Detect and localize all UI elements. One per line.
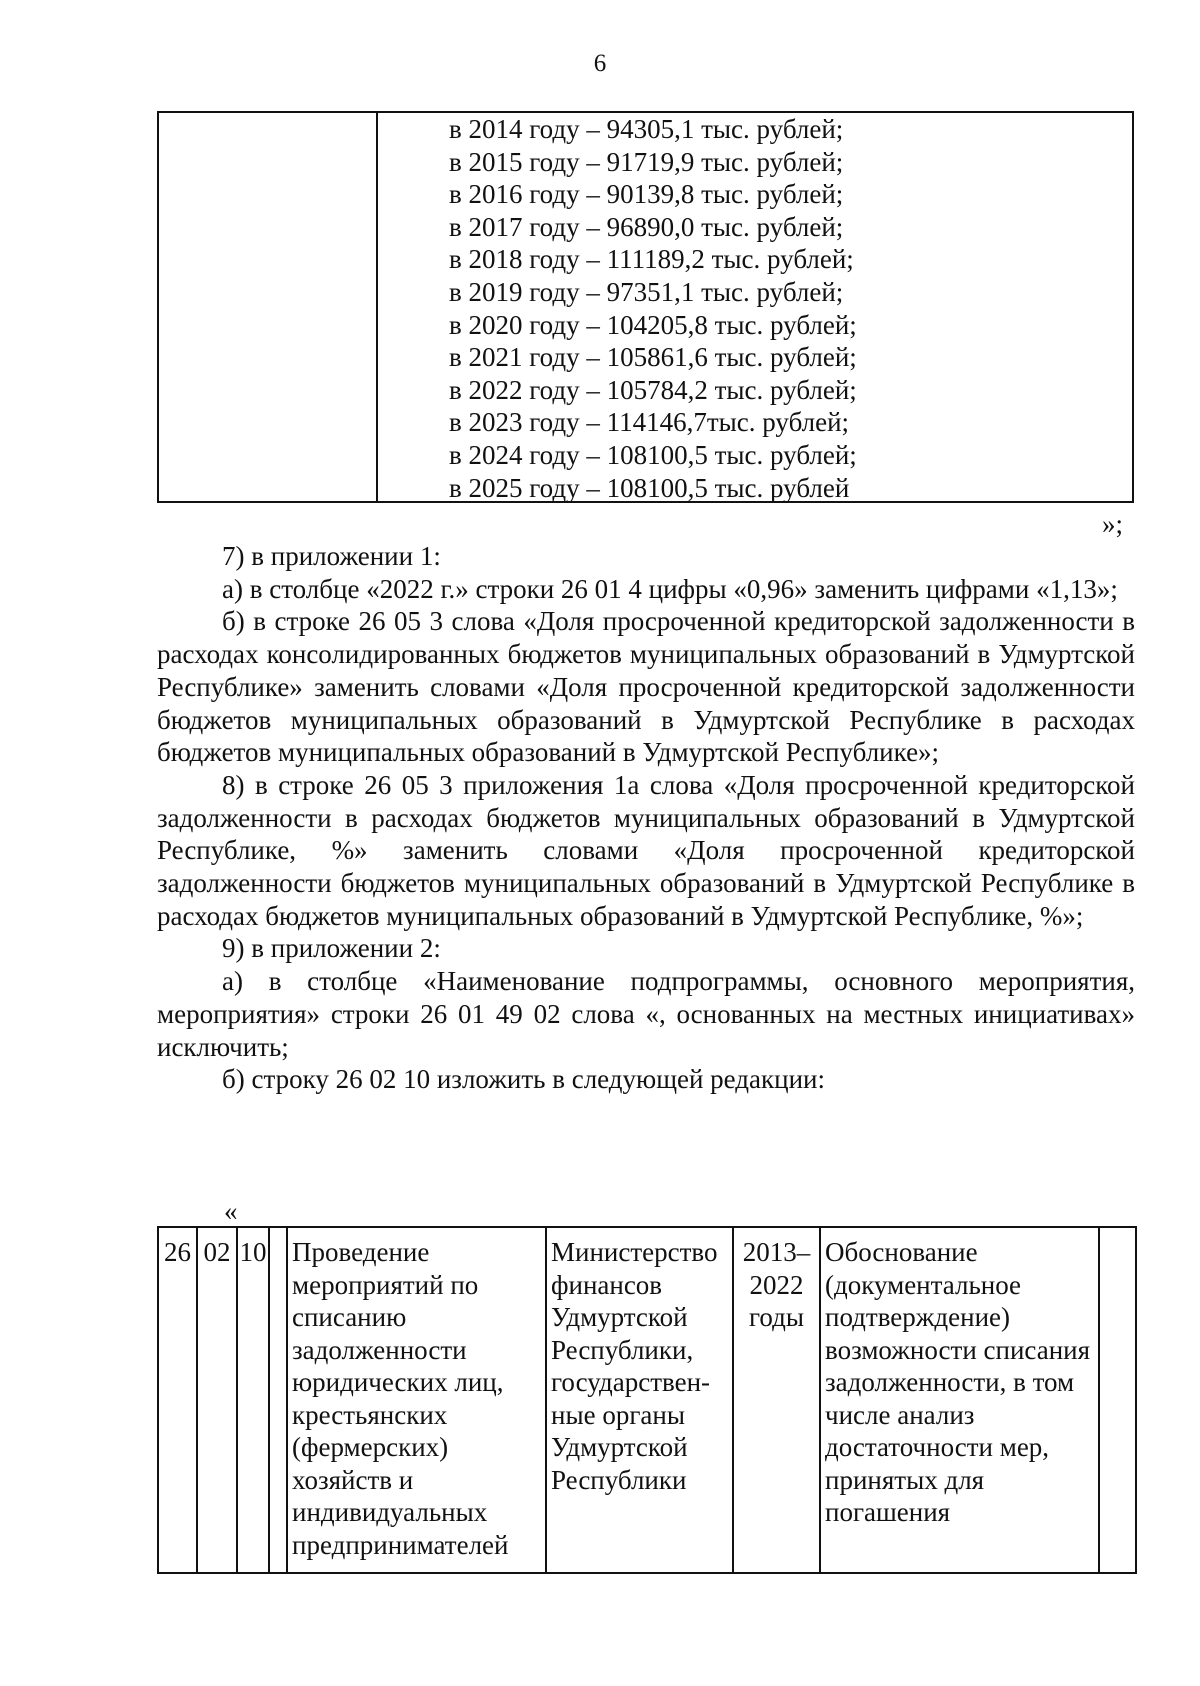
paragraph-item-7: 7) в приложении 1: [222, 541, 441, 571]
funding-table [157, 111, 1134, 503]
funding-line-2019: в 2019 году – 97351,1 тыс. рублей; [449, 276, 844, 307]
funding-line-2015: в 2015 году – 91719,9 тыс. рублей; [449, 146, 844, 177]
funding-line-2016: в 2016 году – 90139,8 тыс. рублей; [449, 179, 844, 210]
funding-line-2021: в 2021 году – 105861,6 тыс. рублей; [449, 342, 857, 373]
paragraph-item-7b: б) в строке 26 05 3 слова «Доля просроченной кредиторской задолженности в расходах консолидированных бюджетов муниципальных образований в Удмуртской Республике» заменить словами «Доля просроченной кредиторской задолженности бюджетов муниципальных образований в Удмуртской Республике в расходах бюджетов муниципальных образований в Удмуртской Республике»; [157, 606, 1135, 768]
funding-line-2025: в 2025 году – 108100,5 тыс. рублей [449, 472, 850, 503]
funding-line-2023: в 2023 году – 114146,7тыс. рублей; [449, 407, 850, 438]
page-number: 6 [593, 50, 607, 77]
activity-name-cell: Проведение мероприятий по списанию задолженности юридических лиц, крестьянских (фермерских) хозяйств и индивидуальных предпринимателей [287, 1227, 546, 1573]
funding-line-2020: в 2020 году – 104205,8 тыс. рублей; [449, 309, 857, 340]
paragraph-item-9b: б) строку 26 02 10 изложить в следующей редакции: [222, 1064, 825, 1095]
closing-quote: »; [1102, 509, 1124, 539]
paragraph-item-7a: а) в столбце «2022 г.» строки 26 01 4 цифры «0,96» заменить цифрами «1,13»; [222, 573, 1118, 604]
paragraph-item-9a: а) в столбце «Наименование подпрограммы, основного мероприятия, мероприятия» строки 26 01 49 02 слова «, основанных на местных инициативах» исключить; [157, 966, 1135, 1062]
funding-list [449, 113, 857, 504]
funding-line-2014: в 2014 году – 94305,1 тыс. рублей; [449, 114, 844, 144]
table-divider [376, 113, 378, 501]
code-cell-1: 26 [158, 1227, 197, 1573]
period-cell: 2013–2022 годы [733, 1227, 820, 1573]
table-row [158, 1227, 1136, 1573]
funding-line-2022: в 2022 году – 105784,2 тыс. рублей; [449, 374, 857, 405]
amendment-text [157, 540, 1135, 1096]
result-cell: Обоснование (документальное подтверждение) возможности списания задолженности, в том числе анализ достаточности мер, принятых для погашения [820, 1227, 1099, 1573]
funding-line-2017: в 2017 году – 96890,0 тыс. рублей; [449, 211, 844, 242]
paragraph-item-8: 8) в строке 26 05 3 приложения 1а слова «Доля просроченной кредиторской задолженности в расходах бюджетов муниципальных образований в Удмуртской Республике, %» заменить словами «Доля просроченной кредиторской задолженности бюджетов муниципальных образований в Удмуртской Республике в расходах бюджетов муниципальных образований в Удмуртской Республике, %»; [157, 769, 1135, 931]
code-cell-2: 02 [197, 1227, 237, 1573]
opening-quote: « [224, 1196, 238, 1226]
funding-line-2018: в 2018 году – 111189,2 тыс. рублей; [449, 244, 854, 275]
funding-line-2024: в 2024 году – 108100,5 тыс. рублей; [449, 439, 857, 470]
extra-cell [1099, 1227, 1136, 1573]
program-row-table [157, 1226, 1137, 1574]
paragraph-item-9: 9) в приложении 2: [222, 933, 441, 964]
code-cell-3: 10 [237, 1227, 269, 1573]
executor-cell: Министерство финансов Удмуртской Республики, государствен-ные органы Удмуртской Республики [546, 1227, 733, 1573]
code-cell-4 [269, 1227, 287, 1573]
